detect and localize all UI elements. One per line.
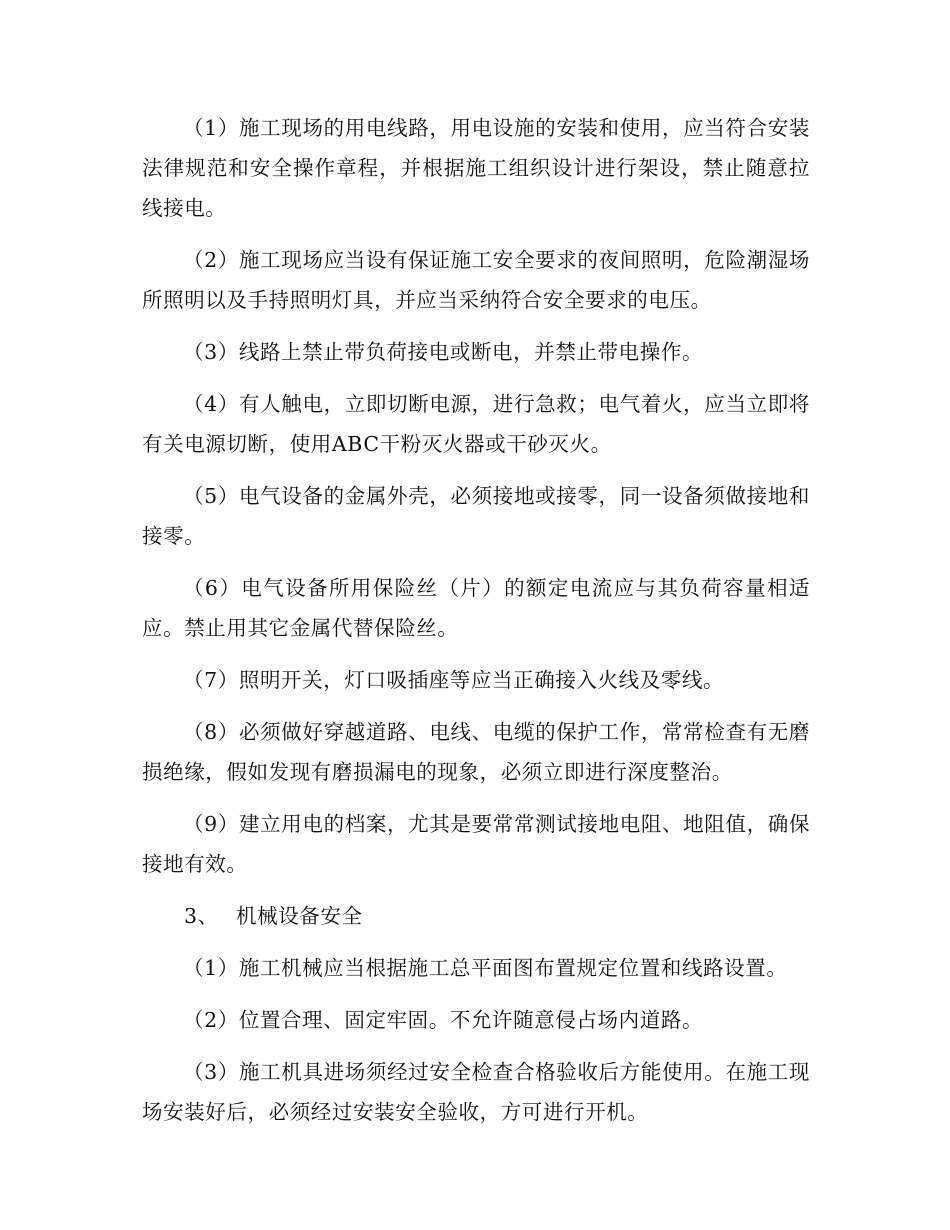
electrical-item-5: （5）电气设备的金属外壳，必须接地或接零，同一设备须做接地和接零。 — [142, 484, 810, 548]
section-heading — [142, 896, 810, 936]
electrical-item-8: （8）必须做好穿越道路、电线、电缆的保护工作，常常检查有无磨损绝缘，假如发现有磨损漏电的现象，必须立即进行深度整治。 — [142, 720, 810, 784]
electrical-item-2: （2）施工现场应当设有保证施工安全要求的夜间照明，危险潮湿场所照明以及手持照明灯具，并应当采纳符合安全要求的电压。 — [142, 248, 810, 312]
machinery-item-3: （3）施工机具进场须经过安全检查合格验收后方能使用。在施工现场安装好后，必须经过安装安全验收，方可进行开机。 — [142, 1060, 810, 1124]
electrical-item-1: （1）施工现场的用电线路，用电设施的安装和使用，应当符合安装法律规范和安全操作章程，并根据施工组织设计进行架设，禁止随意拉线接电。 — [142, 116, 810, 220]
electrical-item-7: （7）照明开关，灯口吸插座等应当正确接入火线及零线。 — [183, 668, 725, 692]
electrical-item-9: （9）建立用电的档案，尤其是要常常测试接地电阻、地阻值，确保接地有效。 — [142, 812, 810, 876]
electrical-item-3: （3）线路上禁止带负荷接电或断电，并禁止带电操作。 — [183, 340, 704, 364]
machinery-item-1: （1）施工机械应当根据施工总平面图布置规定位置和线路设置。 — [183, 956, 788, 980]
document-body — [142, 108, 810, 1144]
machinery-item-2: （2）位置合理、固定牢固。不允许随意侵占场内道路。 — [183, 1008, 704, 1032]
electrical-item-6: （6）电气设备所用保险丝（片）的额定电流应与其负荷容量相适应。禁止用其它金属代替保险丝。 — [142, 576, 810, 640]
electrical-item-4: （4）有人触电，立即切断电源，进行急救；电气着火，应当立即将有关电源切断，使用ABC干粉灭火器或干砂灭火。 — [142, 392, 810, 456]
section-heading-number: 3、 — [184, 904, 219, 928]
section-heading-title: 机械设备安全 — [236, 904, 363, 928]
